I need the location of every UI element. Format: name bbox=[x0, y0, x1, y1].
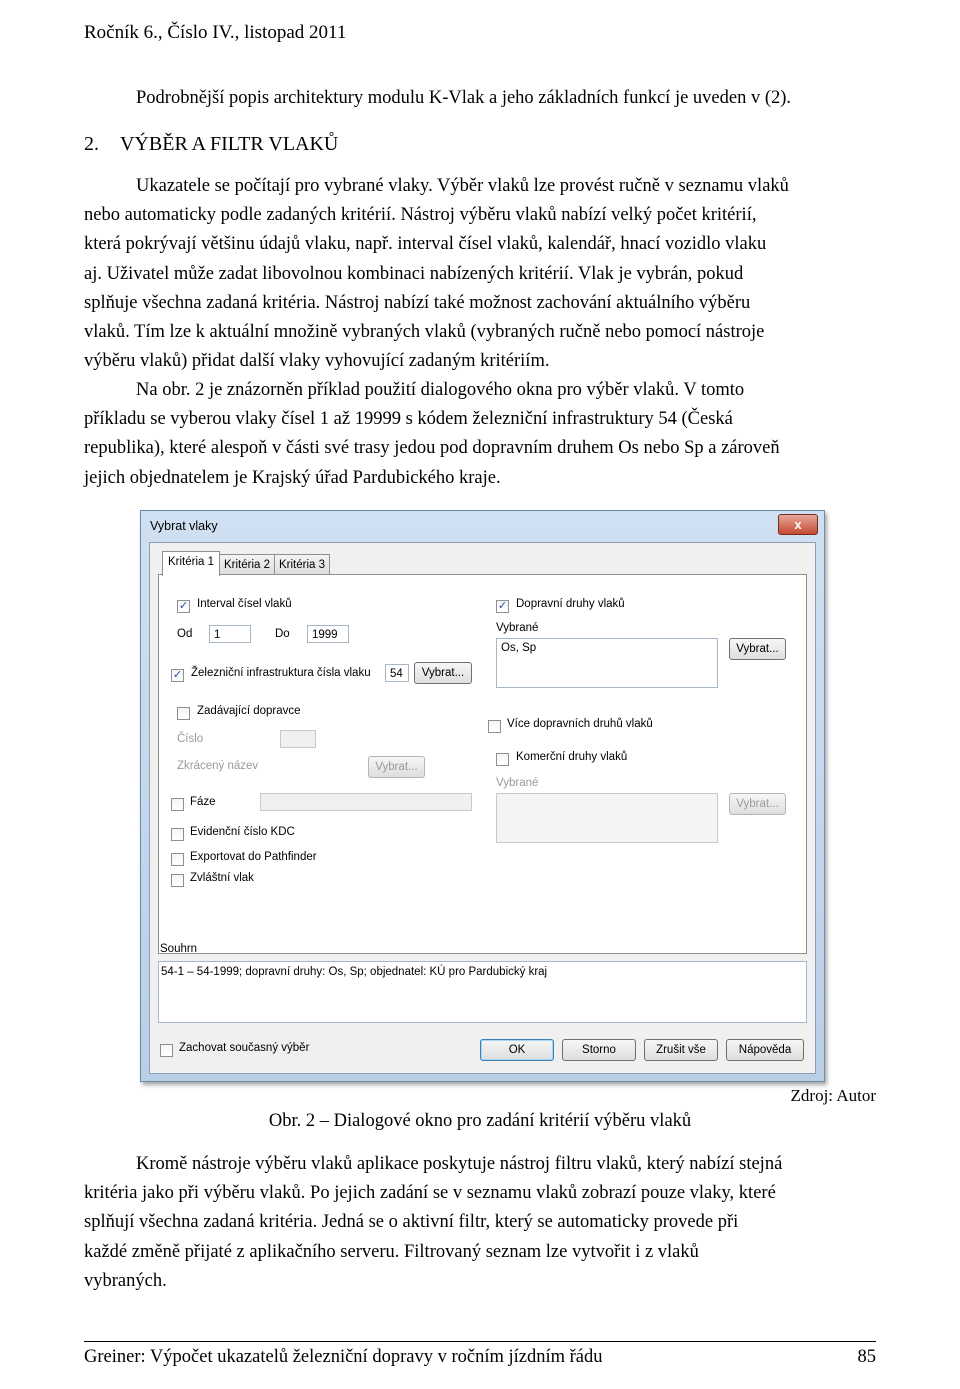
vybrane-list[interactable]: Os, Sp bbox=[496, 638, 718, 688]
storno-button[interactable]: Storno bbox=[562, 1039, 636, 1061]
paragraph-3-line: splňují všechna zadaná kritéria. Jedná se o aktivní filtr, který se automaticky provede při bbox=[84, 1212, 739, 1233]
infra-input[interactable]: 54 bbox=[385, 664, 409, 682]
paragraph-2 bbox=[84, 376, 876, 493]
do-input[interactable]: 1999 bbox=[307, 625, 349, 643]
paragraph-3-line: každé změně přijaté z aplikačního serveru. Filtrovaný seznam lze vytvořit i z vlaků bbox=[84, 1241, 699, 1262]
vybrane2-label: Vybrané bbox=[496, 777, 539, 789]
zachovat-label: Zachovat současný výběr bbox=[179, 1042, 310, 1054]
intro-paragraph: Podrobnější popis architektury modulu K-Vlak a jeho základních funkcí je uveden v (2). bbox=[136, 88, 792, 108]
ok-button[interactable]: OK bbox=[480, 1039, 554, 1061]
footer-rule bbox=[84, 1341, 876, 1342]
dialog-client bbox=[149, 542, 816, 1074]
komercni-select-button[interactable]: Vybrat... bbox=[729, 793, 786, 815]
kdc-label: Evidenční číslo KDC bbox=[190, 826, 295, 838]
paragraph-1-line: která pokrývají většinu údajů vlaku, např. interval čísel vlaků, kalendář, hnací vozidlo vlaku bbox=[84, 234, 767, 255]
close-button[interactable]: x bbox=[778, 514, 818, 535]
paragraph-1-line: výběru vlaků) přidat další vlaky vyhovující zadaným kritériím. bbox=[84, 351, 550, 372]
zkraceny-label: Zkrácený název bbox=[177, 760, 259, 772]
dopravni-label: Dopravní druhy vlaků bbox=[516, 598, 625, 610]
paragraph-3-line: vybraných. bbox=[84, 1270, 167, 1291]
paragraph-2-line: jejich objednatelem je Krajský úřad Pardubického kraje. bbox=[84, 467, 501, 488]
vice-label: Více dopravních druhů vlaků bbox=[507, 718, 653, 730]
cislo-label: Číslo bbox=[177, 733, 204, 745]
summary-text: 54-1 – 54-1999; dopravní druhy: Os, Sp; objednatel: KÚ pro Pardubický kraj bbox=[161, 966, 548, 978]
paragraph-2-line: Na obr. 2 je znázorněn příklad použití dialogového okna pro výběr vlaků. V tomto bbox=[136, 380, 745, 400]
paragraph-3-line: kritéria jako při výběru vlaků. Po jejich zadání se v seznamu vlaků zobrazí pouze vlaky, které bbox=[84, 1183, 776, 1204]
napoveda-button[interactable]: Nápověda bbox=[726, 1039, 804, 1061]
infra-label: Železniční infrastruktura čísla vlaku bbox=[191, 667, 371, 679]
komercni-list[interactable] bbox=[496, 793, 718, 843]
komercni-label: Komerční druhy vlaků bbox=[516, 751, 628, 763]
paragraph-1-line: aj. Uživatel může zadat libovolnou kombinaci nabízených kritérií. Vlak je vybrán, pokud bbox=[84, 263, 744, 284]
paragraph-3 bbox=[84, 1150, 876, 1296]
od-label: Od bbox=[177, 628, 193, 640]
footer-author-title: Greiner: Výpočet ukazatelů železniční dopravy v ročním jízdním řádu bbox=[84, 1347, 603, 1367]
paragraph-2-line: příkladu se vyberou vlaky čísel 1 až 19999 s kódem železniční infrastruktury 54 (Česká bbox=[84, 409, 733, 430]
vybrane-label: Vybrané bbox=[496, 622, 539, 634]
paragraph-2-line: republika), které alespoň v části své trasy jedou pod dopravním druhem Os nebo Sp a zároveň bbox=[84, 438, 780, 459]
zrusit-button[interactable]: Zrušit vše bbox=[644, 1039, 718, 1061]
do-label: Do bbox=[275, 628, 290, 640]
paragraph-1 bbox=[84, 172, 876, 376]
section-heading bbox=[84, 133, 338, 156]
od-input[interactable]: 1 bbox=[209, 625, 251, 643]
tab-kriteria-1[interactable]: Kritéria 1 bbox=[162, 551, 220, 576]
pathfinder-label: Exportovat do Pathfinder bbox=[190, 851, 317, 863]
pathfinder-checkbox[interactable] bbox=[171, 853, 184, 866]
figure-source: Zdroj: Autor bbox=[790, 1086, 876, 1105]
tab-kriteria-3[interactable]: Kritéria 3 bbox=[274, 554, 330, 575]
zachovat-checkbox[interactable] bbox=[160, 1044, 173, 1057]
zadavajici-select-button[interactable]: Vybrat... bbox=[368, 756, 425, 778]
paragraph-1-line: nebo automaticky podle zadaných kritérií. Nástroj výběru vlaků nabízí velký počet kritérií, bbox=[84, 205, 757, 226]
criteria-panel bbox=[158, 574, 807, 954]
paragraph-3-line: Kromě nástroje výběru vlaků aplikace poskytuje nástroj filtru vlaků, který nabízí stejná bbox=[136, 1154, 783, 1174]
kdc-checkbox[interactable] bbox=[171, 828, 184, 841]
zadavajici-label: Zadávající dopravce bbox=[197, 705, 301, 717]
komercni-checkbox[interactable] bbox=[496, 753, 509, 766]
souhrn-label: Souhrn bbox=[160, 943, 198, 955]
infra-select-button[interactable]: Vybrat... bbox=[414, 662, 472, 684]
dialog-title: Vybrat vlaky bbox=[150, 519, 218, 533]
faze-input[interactable] bbox=[260, 793, 472, 811]
zadavajici-checkbox[interactable] bbox=[177, 707, 190, 720]
vice-checkbox[interactable] bbox=[488, 720, 501, 733]
paragraph-1-line: splňuje všechna zadaná kritéria. Nástroj nabízí také možnost zachování aktuálního výběru bbox=[84, 292, 751, 313]
select-trains-dialog bbox=[140, 510, 825, 1082]
section-title: VÝBĚR A FILTR VLAKŮ bbox=[120, 133, 339, 155]
interval-checkbox[interactable]: ✓ bbox=[178, 600, 189, 612]
faze-checkbox[interactable] bbox=[171, 798, 184, 811]
interval-label: Interval čísel vlaků bbox=[197, 598, 292, 610]
zvlastni-label: Zvláštní vlak bbox=[190, 872, 254, 884]
paragraph-1-line: vlaků. Tím lze k aktuální množině vybraných vlaků (vybraných ručně nebo pomocí nástroje bbox=[84, 322, 765, 343]
figure-caption: Obr. 2 – Dialogové okno pro zadání kritérií výběru vlaků bbox=[268, 1111, 692, 1131]
infra-checkbox[interactable]: ✓ bbox=[172, 669, 183, 681]
tab-kriteria-2[interactable]: Kritéria 2 bbox=[219, 554, 275, 575]
page-number: 85 bbox=[857, 1347, 876, 1367]
faze-label: Fáze bbox=[190, 796, 216, 808]
section-number: 2. bbox=[84, 133, 99, 155]
dopravni-select-button[interactable]: Vybrat... bbox=[729, 638, 786, 660]
paragraph-1-line: Ukazatele se počítají pro vybrané vlaky. Výběr vlaků lze provést ručně v seznamu vlaků bbox=[136, 176, 789, 196]
summary-box bbox=[158, 961, 807, 1023]
zvlastni-checkbox[interactable] bbox=[171, 874, 184, 887]
cislo-input[interactable] bbox=[280, 730, 316, 748]
journal-header: Ročník 6., Číslo IV., listopad 2011 bbox=[84, 22, 347, 43]
dopravni-checkbox[interactable]: ✓ bbox=[497, 600, 508, 612]
